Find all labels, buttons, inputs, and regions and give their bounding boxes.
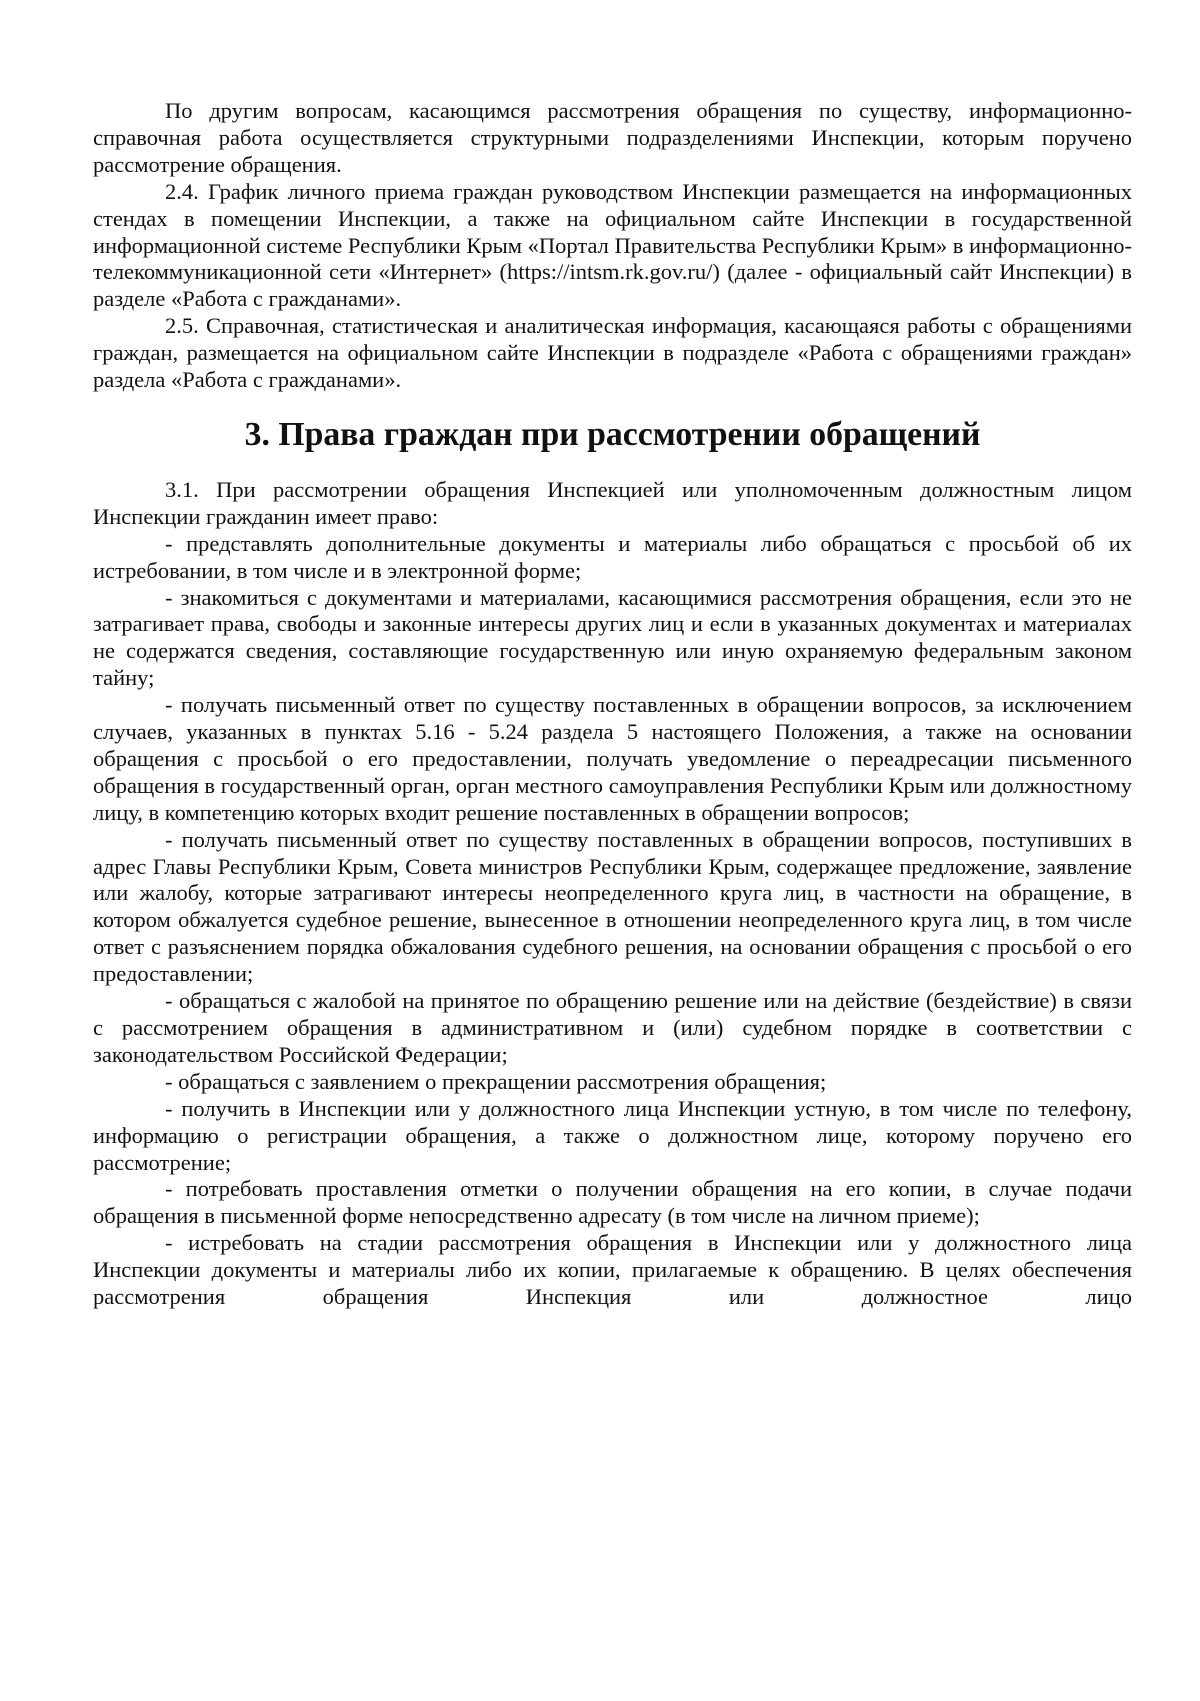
right-receipt-mark: - потребовать проставления отметки о получении обращения на его копии, в случае подачи обращения в письменной форме непосредственно адресату (в том числе на личном приеме); <box>93 1176 1132 1229</box>
right-withdraw-request: - обращаться с заявлением о прекращении рассмотрения обращения; <box>165 1068 827 1094</box>
right-request-documents: - истребовать на стадии рассмотрения обращения в Инспекции или у должностного лица Инспекции документы и материалы либо их копии, прилагаемые к обращению. В целях обеспечения рассмотрения обращения Инспекция или должностное лицо <box>93 1230 1132 1310</box>
paragraph-inquiry-work: По другим вопросам, касающимся рассмотрения обращения по существу, информационно-справочная работа осуществляется структурными подразделениями Инспекции, которым поручено рассмотрение обращения. <box>93 98 1132 177</box>
paragraph-3-1: 3.1. При рассмотрении обращения Инспекцией или уполномоченным должностным лицом Инспекции гражданин имеет право: <box>93 476 1132 529</box>
right-review-materials: - знакомиться с документами и материалами, касающимися рассмотрения обращения, если это не затрагивает права, свободы и законные интересы других лиц и если в указанных документах и материалах не содержатся сведения, составляющие государственную или иную охраняемую федеральным законом тайну; <box>93 584 1132 691</box>
right-registration-info: - получить в Инспекции или у должностного лица Инспекции устную, в том числе по телефону, информацию о регистрации обращения, а также о должностном лице, которому поручено его рассмотрение; <box>93 1095 1132 1175</box>
document-page <box>93 98 1132 1311</box>
right-complaint: - обращаться с жалобой на принятое по обращению решение или на действие (бездействие) в связи с рассмотрением обращения в административном и (или) судебном порядке в соответствии с законодательством Российской Федерации; <box>93 988 1132 1067</box>
paragraph-2-4: 2.4. График личного приема граждан руководством Инспекции размещается на информационных стендах в помещении Инспекции, а также на официальном сайте Инспекции в государственной информационной системе Республики Крым «Портал Правительства Республики Крым» в информационно-телекоммуникационной сети «Интернет» (https://intsm.rk.gov.ru/) (далее - официальный сайт Инспекции) в разделе «Работа с гражданами». <box>93 178 1132 312</box>
section-3-heading: 3. Права граждан при рассмотрении обращений <box>244 415 981 453</box>
right-answer-head-of-republic: - получать письменный ответ по существу поставленных в обращении вопросов, поступивших в адрес Главы Республики Крым, Совета министров Республики Крым, содержащее предложение, заявление или жалобу, которые затрагивают интересы неопределенного круга лиц, в частности на обращение, в котором обжалуется судебное решение, вынесенное в отношении неопределенного круга лиц, в том числе ответ с разъяснением порядка обжалования судебного решения, на основании обращения с просьбой о его предоставлении; <box>93 826 1132 987</box>
right-written-answer: - получать письменный ответ по существу поставленных в обращении вопросов, за исключением случаев, указанных в пунктах 5.16 - 5.24 раздела 5 настоящего Положения, а также на основании обращения с просьбой о его предоставлении, получать уведомление о переадресации письменного обращения в государственный орган, орган местного самоуправления Республики Крым или должностному лицу, в компетенцию которых входит решение поставленных в обращении вопросов; <box>93 692 1132 825</box>
paragraph-2-5: 2.5. Справочная, статистическая и аналитическая информация, касающаяся работы с обращениями граждан, размещается на официальном сайте Инспекции в подразделе «Работа с обращениями граждан» раздела «Работа с гражданами». <box>93 313 1132 393</box>
right-submit-documents: - представлять дополнительные документы и материалы либо обращаться с просьбой об их истребовании, в том числе и в электронной форме; <box>93 530 1132 583</box>
